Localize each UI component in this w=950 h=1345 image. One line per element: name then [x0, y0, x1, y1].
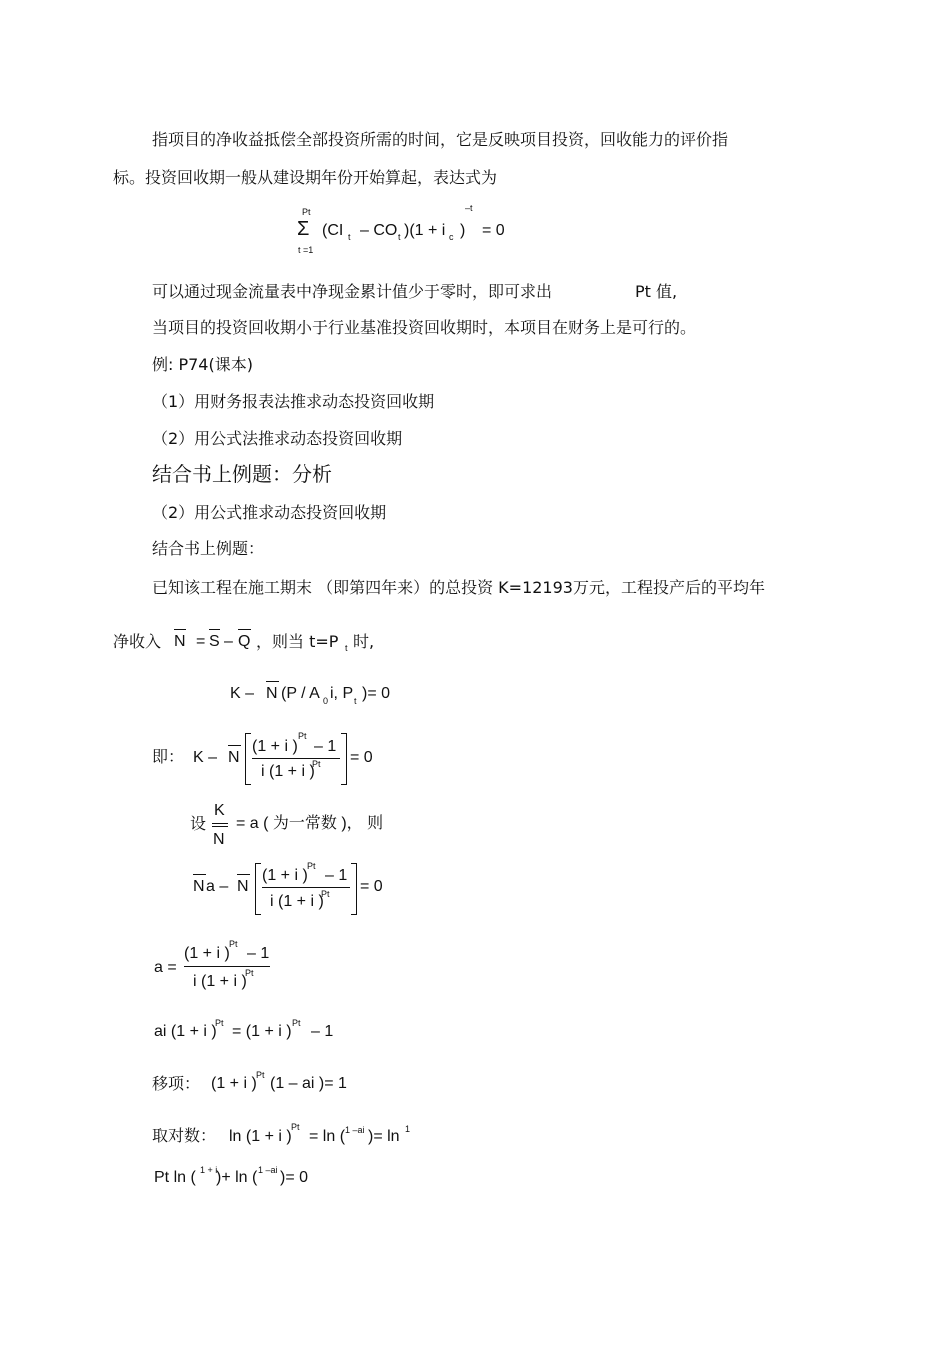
formula8-part-b: (1 – ai )= 1 — [270, 1075, 347, 1092]
formula1-part-a: (CI — [322, 222, 344, 239]
list-item-2: （2）用公式法推求动态投资回收期 — [152, 429, 403, 448]
overline-s — [209, 629, 220, 630]
analysis-heading: 结合书上例题：分析 — [152, 462, 332, 486]
feasibility-line: 当项目的投资回收期小于行业基准投资回收期时，本项目在财务上是可行的。 — [152, 318, 697, 337]
formula4-denominator: N — [213, 831, 225, 848]
paragraph-line-1: 指项目的净收益抵偿全部投资所需的时间，它是反映项目投资，回收能力的评价指 — [152, 130, 729, 149]
list-item-1: （1）用财务报表法推求动态投资回收期 — [152, 392, 435, 411]
formula3-numerator: (1 + i ) — [252, 738, 298, 755]
formula3-label: 即： — [152, 747, 185, 766]
formula6-den-exponent: Pt — [245, 968, 254, 978]
net-income-suffix-end: 时, — [353, 632, 375, 651]
overline-n — [228, 745, 241, 746]
overline-q — [238, 629, 251, 630]
overline-n — [237, 874, 250, 875]
formula1-part-d: ) — [460, 222, 466, 239]
fraction-bar — [212, 823, 228, 824]
pt-method-line: 可以通过现金流量表中净现金累计值少于零时，即可求出 — [152, 282, 553, 301]
net-income-suffix: ，则当 t=P — [256, 632, 339, 651]
formula5-num-exponent: Pt — [307, 861, 316, 871]
symbol-n: N — [174, 633, 186, 650]
formula6-lhs: a = — [154, 959, 177, 976]
formula9-exponent: Pt — [291, 1122, 300, 1132]
formula6-numerator: (1 + i ) — [184, 945, 230, 962]
net-income-sub-t: t — [345, 643, 348, 653]
formula7-exponent-2: Pt — [292, 1018, 301, 1028]
fraction-bar — [262, 887, 350, 888]
formula7-part-a: ai (1 + i ) — [154, 1023, 217, 1040]
formula8-part-a: (1 + i ) — [211, 1075, 257, 1092]
formula5-rhs: = 0 — [360, 878, 383, 895]
formula7-part-c: – 1 — [311, 1023, 334, 1040]
formula7-exponent-1: Pt — [215, 1018, 224, 1028]
formula7-part-b: = (1 + i ) — [232, 1023, 292, 1040]
formula10-part-a: Pt ln ( — [154, 1169, 196, 1186]
formula9-superscript-one: 1 — [405, 1124, 411, 1134]
formula4-numerator: K — [214, 802, 225, 819]
sigma-symbol: Σ — [297, 218, 310, 240]
formula5-denominator: i (1 + i ) — [270, 893, 324, 910]
pt-value-text: Pt 值, — [635, 282, 678, 301]
sum-lower-limit: t =1 — [298, 245, 314, 255]
fraction-bar — [184, 966, 270, 967]
formula1-rhs: = 0 — [482, 222, 505, 239]
paragraph-line-2: 标。投资回收期一般从建设期年份开始算起，表达式为 — [113, 168, 498, 187]
formula10-inner-2: 1 –ai — [258, 1165, 278, 1175]
overline-n — [174, 629, 186, 630]
formula10-part-c: )+ ln ( — [216, 1169, 258, 1186]
formula1-part-c: )(1 + i — [404, 222, 446, 239]
formula1-part-b: – CO — [360, 222, 398, 239]
minus-sign: – — [224, 633, 233, 650]
symbol-n: N — [193, 878, 205, 895]
formula4-prefix: 设 — [190, 814, 207, 833]
formula8-exponent: Pt — [256, 1070, 265, 1080]
formula3-num-tail: – 1 — [314, 738, 337, 755]
formula5-part-a: a – — [206, 878, 229, 895]
formula2-part-a: K – — [230, 685, 255, 702]
formula3-rhs: = 0 — [350, 749, 373, 766]
formula3-denominator: i (1 + i ) — [261, 763, 315, 780]
symbol-n: N — [228, 749, 240, 766]
formula1-sub-t2: t — [398, 232, 401, 242]
list-item-2b: （2）用公式推求动态投资回收期 — [152, 503, 387, 522]
left-bracket — [255, 863, 261, 915]
formula9-label: 取对数： — [152, 1126, 217, 1145]
equals-sign: = — [196, 633, 206, 650]
overline-n — [212, 826, 228, 827]
example-reference: 例: P74(课本) — [152, 355, 253, 374]
formula2-part-c: i, P — [330, 685, 354, 702]
formula5-numerator: (1 + i ) — [262, 867, 308, 884]
net-income-prefix: 净收入 — [113, 632, 162, 651]
formula9-part-d: )= ln — [368, 1128, 400, 1145]
formula3-part-a: K – — [193, 749, 218, 766]
overline-n — [193, 874, 206, 875]
right-bracket — [351, 863, 357, 915]
book-example-label: 结合书上例题： — [152, 539, 265, 558]
symbol-q: Q — [238, 633, 251, 650]
fraction-bar — [252, 758, 340, 759]
formula5-num-tail: – 1 — [325, 867, 348, 884]
symbol-n: N — [266, 685, 278, 702]
formula1-sub-c: c — [449, 232, 454, 242]
formula10-inner-1: 1 + i — [200, 1165, 218, 1175]
formula9-part-b: = ln ( — [309, 1128, 346, 1145]
formula9-part-a: ln (1 + i ) — [229, 1128, 292, 1145]
symbol-n: N — [237, 878, 249, 895]
formula6-num-tail: – 1 — [247, 945, 270, 962]
formula1-exponent: –t — [465, 203, 473, 213]
formula6-num-exponent: Pt — [229, 939, 238, 949]
formula1-sub-t1: t — [348, 232, 351, 242]
right-bracket — [341, 733, 347, 785]
formula2-sub-0: 0 — [323, 696, 329, 706]
formula9-inner: 1 –ai — [345, 1125, 365, 1135]
formula2-sub-t: t — [354, 696, 357, 706]
formula2-part-b: (P / A — [281, 685, 320, 702]
left-bracket — [245, 733, 251, 785]
formula10-part-e: )= 0 — [280, 1169, 309, 1186]
formula6-denominator: i (1 + i ) — [193, 973, 247, 990]
formula5-den-exponent: Pt — [321, 889, 330, 899]
sum-upper-limit: Pt — [302, 207, 311, 217]
formula4-rhs: = a ( 为一常数 )， 则 — [236, 815, 384, 832]
known-data-line: 已知该工程在施工期末 （即第四年来）的总投资 K=12193万元，工程投产后的平均年 — [152, 578, 765, 597]
symbol-s: S — [209, 633, 220, 650]
formula8-label: 移项： — [152, 1074, 201, 1093]
formula3-den-exponent: Pt — [312, 759, 321, 769]
formula2-part-d: )= 0 — [362, 685, 391, 702]
formula3-num-exponent: Pt — [298, 731, 307, 741]
overline-n — [266, 681, 279, 682]
